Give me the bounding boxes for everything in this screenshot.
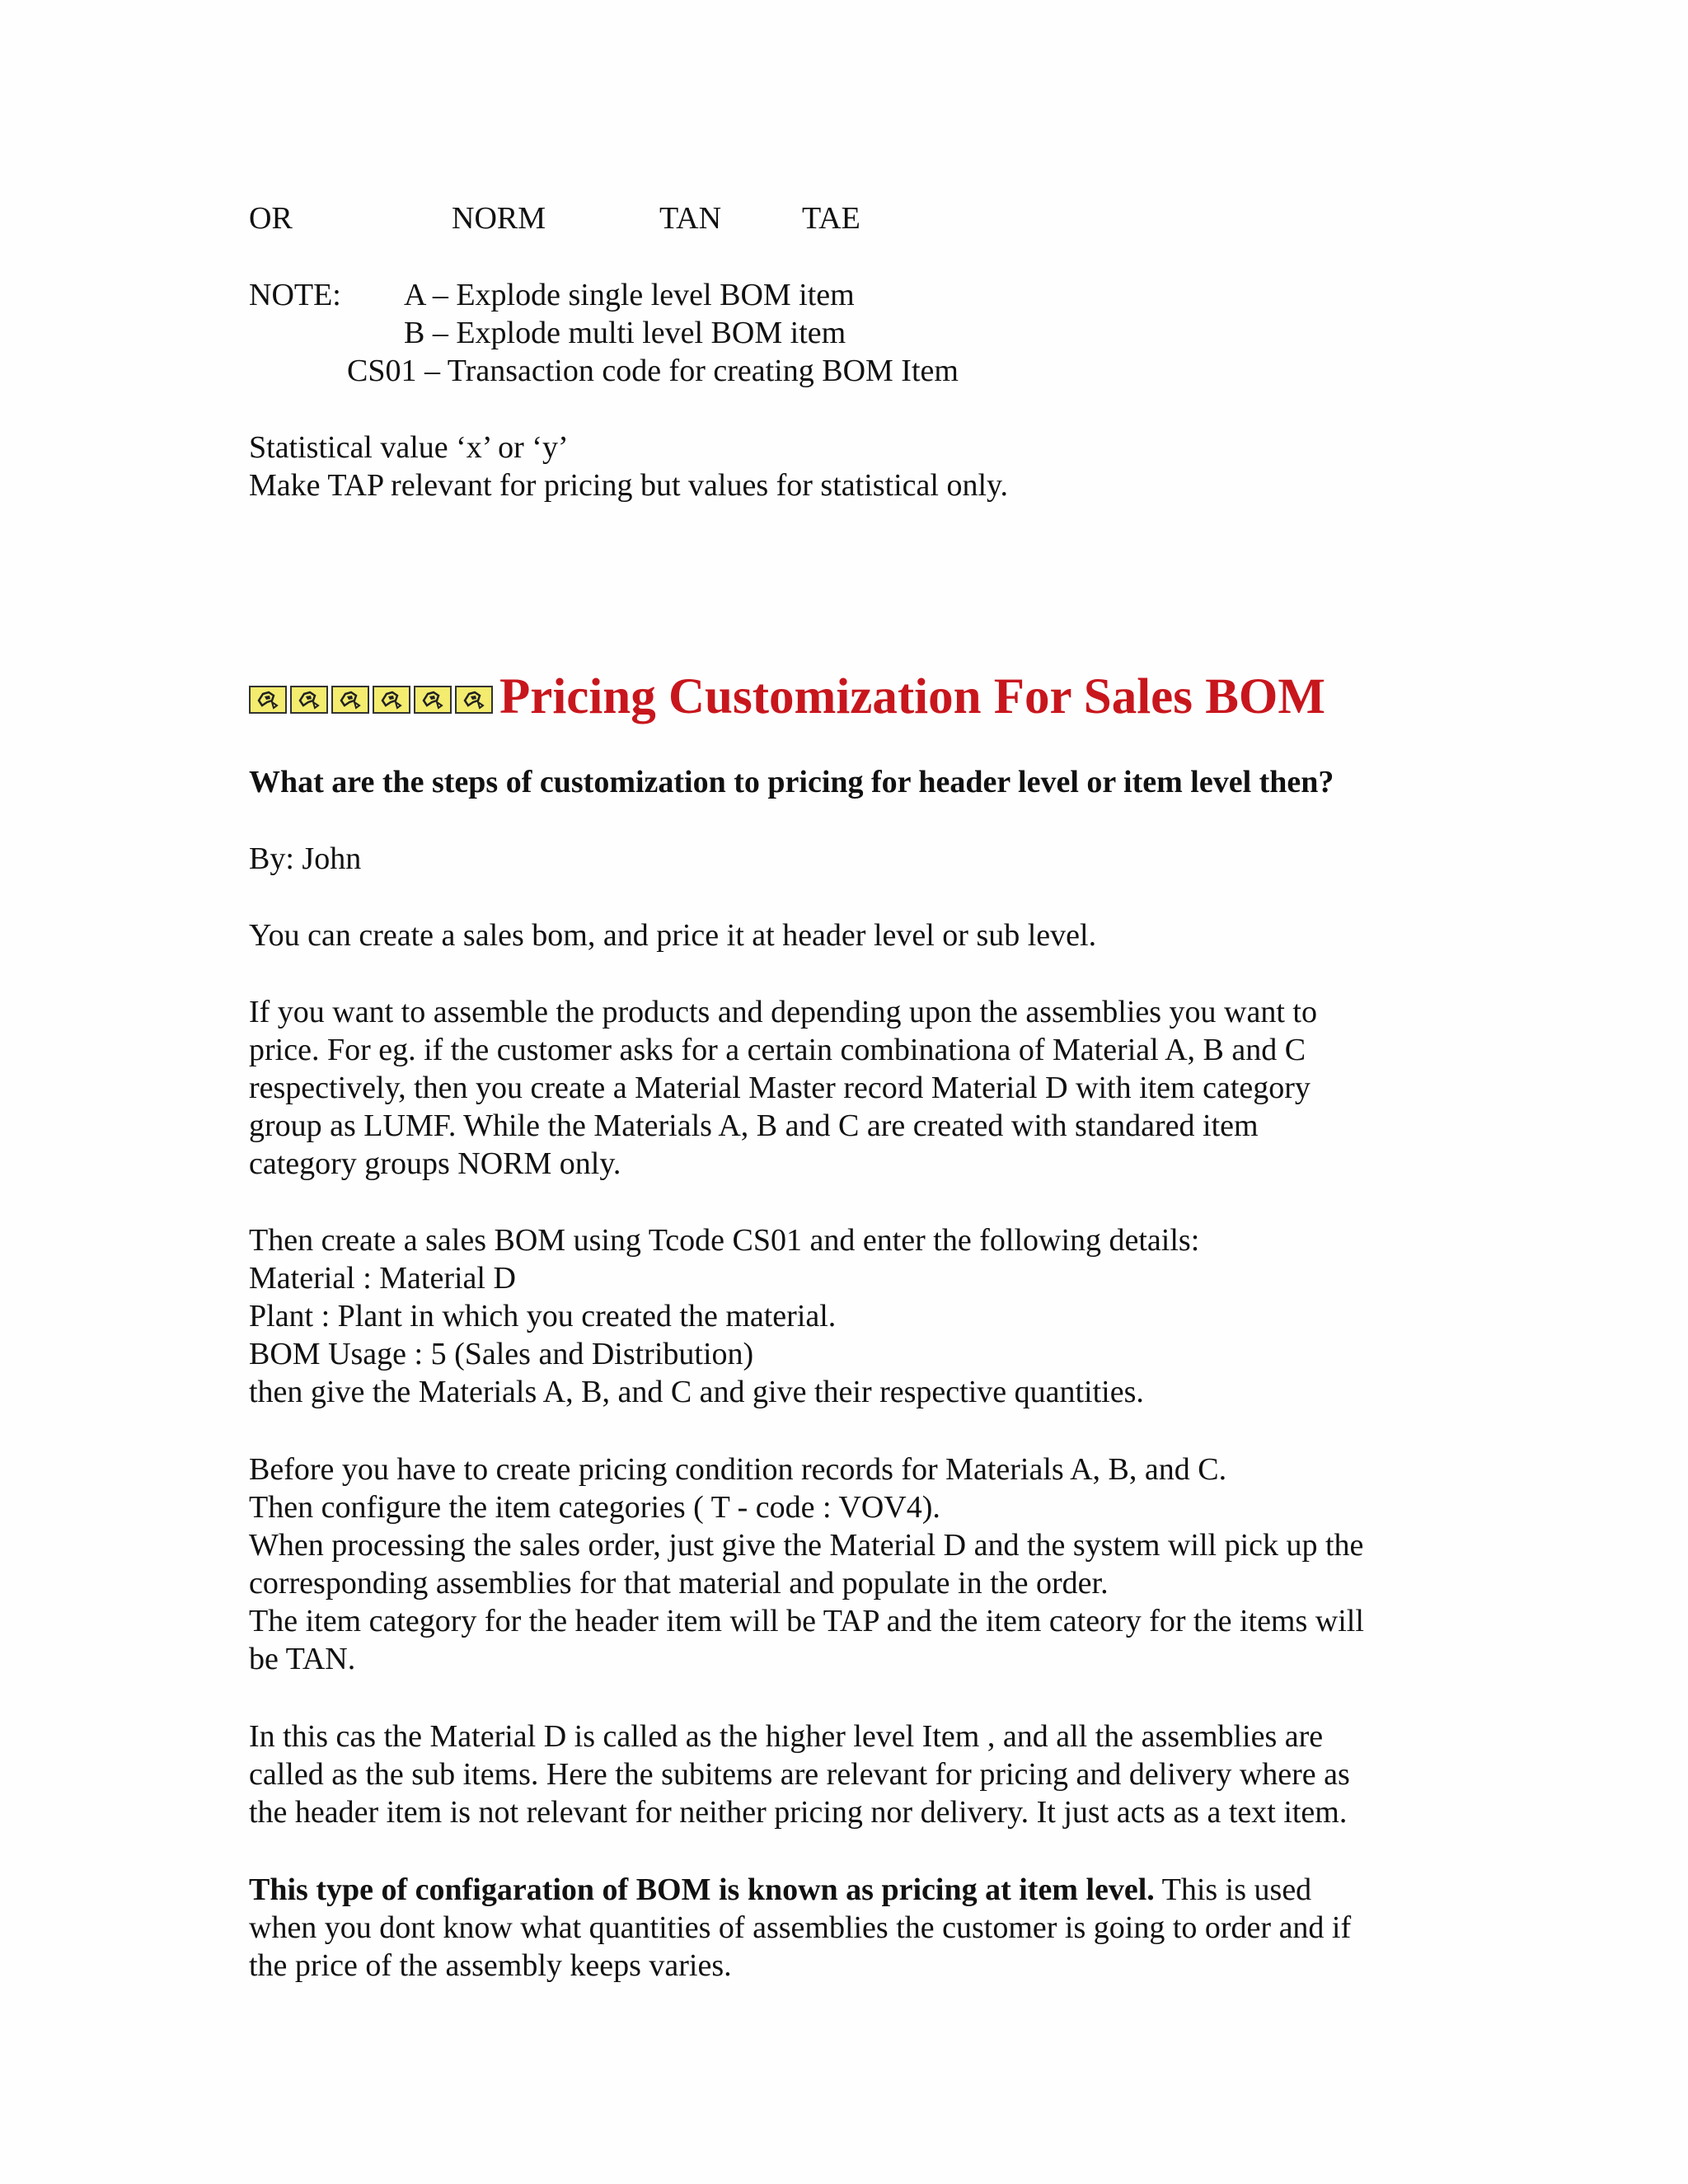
paragraph-higher-level — [249, 1718, 1452, 1831]
paragraph-line: Material : Material D — [249, 1261, 516, 1296]
byline — [249, 840, 1452, 878]
paragraph-line: Then configure the item categories ( T - code : VOV4). — [249, 1490, 940, 1525]
paragraph-line: BOM Usage : 5 (Sales and Distribution) — [249, 1337, 754, 1371]
question-text: What are the steps of customization to pricing for header level or item level then? — [249, 765, 1334, 799]
paragraph-line: Then create a sales BOM using Tcode CS01 and enter the following details: — [249, 1223, 1200, 1258]
paragraph-conditions — [249, 1451, 1452, 1678]
paragraph-line: In this cas the Material D is called as the higher level Item , and all the assemblies are — [249, 1719, 1324, 1754]
paragraph-line: then give the Materials A, B, and C and give their respective quantities. — [249, 1375, 1144, 1409]
section-heading — [249, 666, 1325, 729]
paragraph-assemblies — [249, 993, 1452, 1183]
paragraph-item-level — [249, 1871, 1452, 1985]
diskette-icon — [331, 686, 369, 714]
paragraph-create-bom — [249, 1221, 1452, 1411]
note-line-cs01: CS01 – Transaction code for creating BOM Item — [347, 354, 959, 388]
note-line-b: B – Explode multi level BOM item — [404, 316, 846, 350]
intro-text: You can create a sales bom, and price it at header level or sub level. — [249, 918, 1097, 953]
paragraph-line: called as the sub items. Here the subitems are relevant for pricing and delivery where as — [249, 1757, 1350, 1792]
heading-title: Pricing Customization For Sales BOM — [499, 669, 1325, 724]
paragraph-line: the header item is not relevant for neither pricing nor delivery. It just acts as a text item. — [249, 1795, 1348, 1830]
paragraph-line: If you want to assemble the products and depending upon the assemblies you want to — [249, 995, 1317, 1029]
paragraph-line: be TAN. — [249, 1642, 356, 1676]
paragraph-text: This is used — [1154, 1872, 1312, 1907]
diskette-icon — [455, 686, 493, 714]
paragraph-line: When processing the sales order, just give the Material D and the system will pick up the — [249, 1528, 1364, 1563]
byline-text: By: John — [249, 841, 362, 876]
icon-strip — [249, 686, 496, 714]
row-col-tan: TAN — [659, 201, 722, 236]
paragraph-line: category groups NORM only. — [249, 1146, 621, 1181]
intro-paragraph — [249, 916, 1452, 954]
emphasis-text: This type of configaration of BOM is known as pricing at item level. — [249, 1872, 1155, 1907]
paragraph-line: The item category for the header item will be TAP and the item cateory for the items will — [249, 1604, 1364, 1638]
paragraph-line: corresponding assemblies for that material and populate in the order. — [249, 1566, 1109, 1601]
paragraph-line: the price of the assembly keeps varies. — [249, 1948, 732, 1983]
diskette-icon — [249, 686, 287, 714]
diskette-icon — [373, 686, 410, 714]
note-line-a: A – Explode single level BOM item — [404, 278, 855, 312]
note-label: NOTE: — [249, 278, 341, 312]
statistical-line: Statistical value ‘x’ or ‘y’ — [249, 430, 569, 465]
paragraph-line: group as LUMF. While the Materials A, B and C are created with standared item — [249, 1108, 1259, 1143]
paragraph-line: when you dont know what quantities of assemblies the customer is going to order and if — [249, 1910, 1352, 1945]
paragraph-line: Before you have to create pricing condition records for Materials A, B, and C. — [249, 1452, 1227, 1487]
row-col-norm: NORM — [452, 201, 546, 236]
statistical-line: Make TAP relevant for pricing but values for statistical only. — [249, 468, 1009, 503]
row-col-tae: TAE — [802, 201, 860, 236]
row-col-or: OR — [249, 201, 293, 236]
statistical-block — [249, 429, 1452, 504]
paragraph-line: respectively, then you create a Material Master record Material D with item category — [249, 1071, 1311, 1105]
paragraph-line: price. For eg. if the customer asks for a certain combinationa of Material A, B and C — [249, 1033, 1306, 1067]
question — [249, 763, 1452, 801]
diskette-icon — [414, 686, 452, 714]
paragraph-line: Plant : Plant in which you created the material. — [249, 1299, 837, 1333]
diskette-icon — [290, 686, 328, 714]
paragraph-line — [249, 1871, 1452, 1909]
